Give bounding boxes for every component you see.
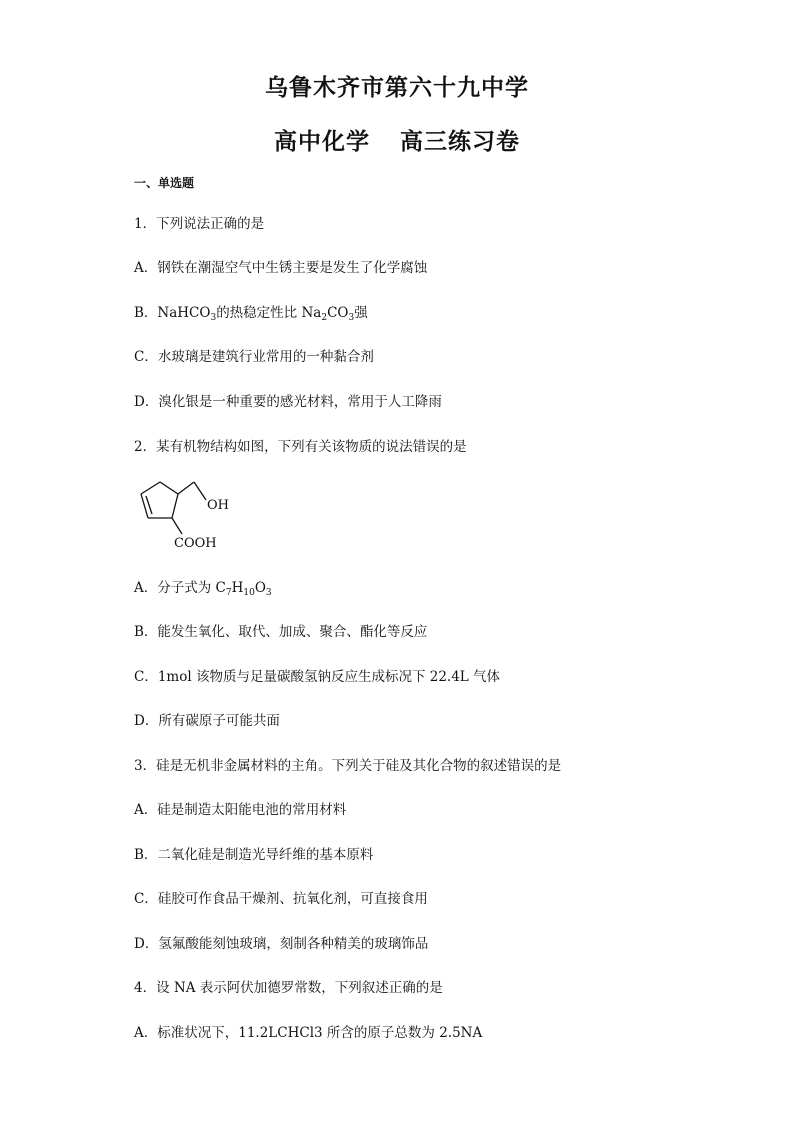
q2-option-b: B．能发生氧化、取代、加成、聚合、酯化等反应 xyxy=(134,624,428,640)
ring-bond xyxy=(160,482,178,494)
school-title: 乌鲁木齐市第六十九中学 xyxy=(265,75,529,101)
structure-diagram xyxy=(128,474,248,560)
subject-label: 高中化学 xyxy=(274,129,370,155)
q4-stem: 4．设 NA 表示阿伏加德罗常数，下列叙述正确的是 xyxy=(134,980,443,996)
q3-stem: 3．硅是无机非金属材料的主角。下列关于硅及其化合物的叙述错误的是 xyxy=(134,758,562,774)
chain-bond xyxy=(178,482,194,494)
q2-stem: 2．某有机物结构如图，下列有关该物质的说法错误的是 xyxy=(134,439,467,455)
q3-option-a: A．硅是制造太阳能电池的常用材料 xyxy=(134,802,347,818)
q1-option-d: D．溴化银是一种重要的感光材料，常用于人工降雨 xyxy=(134,394,442,410)
q1-option-b: B．NaHCO$_3$的热稳定性比 $Na_2CO_3$强 xyxy=(134,305,368,323)
q3-option-d: D．氢氟酸能刻蚀玻璃，刻制各种精美的玻璃饰品 xyxy=(134,936,429,952)
section-heading: 一、单选题 xyxy=(134,176,195,190)
paper-title xyxy=(0,123,794,156)
q3-option-c: C．硅胶可作食品干燥剂、抗氧化剂，可直接食用 xyxy=(134,891,428,907)
q2-option-c: C．1mol 该物质与足量碳酸氢钠反应生成标况下 22.4L 气体 xyxy=(134,669,501,685)
q1-option-c: C．水玻璃是建筑行业常用的一种黏合剂 xyxy=(134,349,374,365)
cooh-label: COOH xyxy=(174,536,217,551)
q1-stem: 1．下列说法正确的是 xyxy=(134,216,265,232)
q3-option-b: B．二氧化硅是制造光导纤维的基本原料 xyxy=(134,847,374,863)
q2-option-d: D．所有碳原子可能共面 xyxy=(134,713,280,729)
cooh-bond xyxy=(172,518,182,534)
q4-option-a: A．标准状况下，11.2LCHCl3 所含的原子总数为 2.5NA xyxy=(134,1025,483,1041)
ring-bond xyxy=(141,482,160,494)
paper-label: 高三练习卷 xyxy=(400,129,520,155)
chain-bond xyxy=(194,482,206,500)
q2-option-a: A．分子式为 $C_7H_{10}O_3$ xyxy=(134,580,272,598)
oh-label: OH xyxy=(207,498,229,513)
double-bond-line xyxy=(146,496,152,514)
cyclopentene-structure xyxy=(128,474,248,560)
q1-option-a: A．钢铁在潮湿空气中生锈主要是发生了化学腐蚀 xyxy=(134,260,428,276)
ring-bond xyxy=(172,494,178,518)
